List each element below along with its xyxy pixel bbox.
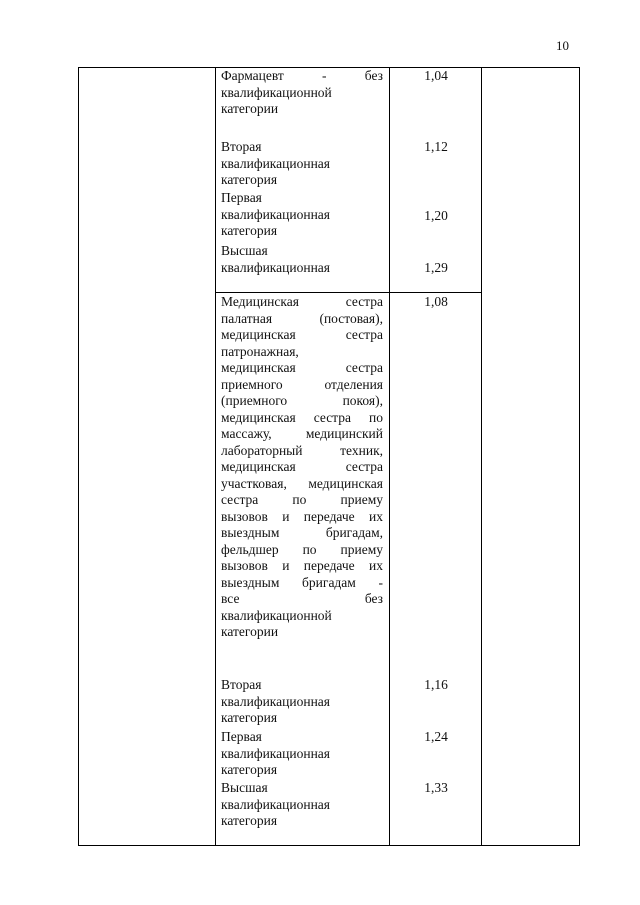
job-title-line: категории [221,624,279,639]
job-title-line: фельдшер по приему [221,541,383,557]
row-divider [215,292,481,293]
job-title-line: Высшая [221,243,268,258]
job-title-line: приемного отделения [221,376,383,392]
job-title-line: Первая [221,190,262,205]
job-title-line: участковая, медицинская [221,475,383,491]
job-title-line: выездным бригадам, [221,525,383,540]
job-title-line: Высшая [221,780,268,795]
coefficient-value: 1,16 [424,677,448,692]
job-title-line: квалификационная [221,745,330,761]
job-title-line: категория [221,813,278,828]
page-number: 10 [556,38,569,53]
job-title-line: квалификационная [221,796,330,812]
job-title-first-category [221,190,383,240]
coefficient-value: 1,20 [424,208,448,223]
job-title-first-category [221,729,383,779]
job-title-line: все без [221,591,383,606]
job-title-line: массажу, медицинский [221,426,383,441]
job-title-pharmacist-no-category [221,68,383,118]
coefficient-value: 1,04 [424,68,448,83]
job-title-line: вызовов и передаче их [221,558,383,573]
job-title-line: Фармацевт - без [221,68,383,83]
job-title-line: категория [221,223,278,238]
job-title-line: категория [221,172,278,187]
job-title-line: вызовов и передаче их [221,508,383,524]
job-title-line: (приемного покоя), [221,393,383,408]
column-divider-3 [481,68,482,845]
job-title-line: медицинская сестра по [221,409,383,425]
coefficient-value: 1,24 [424,729,448,744]
job-title-line: категория [221,710,278,725]
job-title-second-category [221,139,383,189]
coefficient-value: 1,33 [424,780,448,795]
column-divider-1 [215,68,216,845]
job-title-line: палатная (постовая), [221,310,383,326]
job-title-line: медицинская сестра [221,360,383,375]
job-title-line: патронажная, [221,343,299,359]
job-title-line: Вторая [221,139,262,154]
job-title-line: медицинская сестра [221,327,383,342]
job-title-second-category [221,677,383,727]
job-title-line: Вторая [221,677,262,692]
job-title-line: медицинская сестра [221,459,383,474]
job-title-line: категории [221,101,279,116]
job-title-line: Первая [221,729,262,744]
column-divider-2 [389,68,390,845]
job-title-line: квалификационная [221,693,330,709]
job-title-line: квалификационная [221,206,330,222]
coefficient-value: 1,29 [424,260,448,275]
job-title-line: квалификационная [221,259,330,275]
job-title-line: квалификационная [221,155,330,171]
coefficient-value: 1,12 [424,139,448,154]
job-title-highest-category [221,780,383,830]
job-title-line: категория [221,762,278,777]
job-title-line: выездным бригадам - [221,574,383,590]
job-title-line: Медицинская сестра [221,294,383,309]
job-title-nurses-no-category [221,294,383,641]
job-title-line: квалификационной [221,84,332,100]
job-title-line: квалификационной [221,607,332,623]
job-title-line: лабораторный техник, [221,442,383,458]
coefficient-value: 1,08 [424,294,448,309]
job-title-highest-category [221,243,383,276]
job-title-line: сестра по приему [221,492,383,507]
